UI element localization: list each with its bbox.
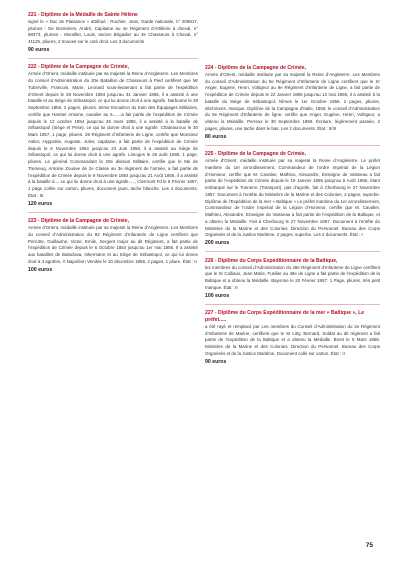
lot-description: Armée d’Orient, médaille instituée par sa majesté la Reine d’Angleterre. Les Membres du conseil d’Administration du 20e Bataillon de Chasseurs à Pied certifient que Mr Tuberville, Francois, Marie, Leonard sous-lieutenant a fait partie de l’expédition d’Orient depuis le 28 Novembre 1854 jusqu’au 31 Janvier 1855, il a assisté à une bataille et au Siège de Sébastopol, ce qui lui donne droit à une agrafe. Narbonne le 29 Septembre 1856, 2 pages, pliures. 5ème Escadron du train des Équipages Militaires, certifie que Harster Antoine, cavalier au 5.......a fait partie de l’expédition de Crimée depuis le 12 octobre 1854 jusqu’au 26 mars 1855, il a assisté à la bataille de Sébastopol (Siège et Prise), ce qui lui donne droit à une agrafe. Chateauroux le 30 Mars 1857, 1 page, pliures. 28 Régiment d’Infanterie de Ligne, certifie que Monsieur Astier, Hyppolite, Auguste, Jules, capitaine, a fait partie de l’expédition de Crimée depuis le 6 Novembre 1854 jusqu’au 23 Juin 1856, il a assisté au Siège de Sébastopol, ce qui lui donne droit à une agrafe, Limoges le 25 août 1856, 1 page, pliures. Le général Commandant la 20e division Militaire, certifie que le Me de Tremeuq, Antoine Zouave de 2e Classe au 3e régiment de l’armée, a fait partie de l’expédition de Crimée depuis le 9 Novembre 1854 jusqu’au 21 Août 1855, il a assisté à la bataille d.....ce qui lui donne droit à une agrafe....., Clermont Fd le 6 Février 1857, 1 page collée sur carton, pliures, document jauni, tache blanche. Les 4 documents. État : III xyxy=(28,71,198,198)
lot-description: Armée d’Orient, médaille instituée par sa majesté la Reine d’Angleterre. Le préfet maritime du 1er arrondissement, Commandeur de l’ordre Impérial de la Légion d’Honneur, certifie que M. Cavalier, Mathieu, Alexandre, Enseigne de Vaisseau a fait partie de l’expédition de Crimée depuis le 19 Janvier 1855 jusqu’au 5 Août 1855, étant embarqué sur le Tonnerre (Transport), pas d’agrafe, fait à Cherbourg le 27 Novembre 1857. Document à l’entête du Ministère de la Marine et des Colonies, 2 pages, superbe. Diplôme de l’Expédition de la mer « Baltique » Le préfet maritime du 1er arrondissement, Commandeur de l’ordre Impérial de la Légion d’Honneur, certifie que M. Cavalier, Mathieu, Alexandre, Enseigne de Vaisseau a fait partie de l’expédition de la Baltique, et a obtenu la Médaille. Fait à Cherbourg le 27 Novembre 1857. Document à l’entête du Ministère de la Marine et des Colonies. Direction du Personnel. Bureau des Corps Organisés et de la Justice Maritime. 2 pages, superbe. Les 2 documents. État : I xyxy=(205,158,380,238)
lot-heading: 227 - Diplôme du Corps Expéditionnaire de la mer « Baltique », Le préfet..... xyxy=(205,310,365,323)
lot-description: Armée d’Orient, médaille instituée par sa majesté la Reine d’Angleterre. Les Membres du conseil d’Administration du 82 Régiment d’Infanterie de Ligne certifient que Perrotte, Guillaume, Victor, Emile, Sergent major au dit Régiment, a fait partie de l’expédition de Crimée depuis le 6 Octobre 1854 jusqu’au 1er mai 1856. Il a assisté aux batailles de Balaclava, Inkermann et au Siège de Sébastopol, ce qui lui donne droit à 3 agrafes. À Napoléon Vendée le 10 décembre 1856, 2 pages, 1 pliure. État : II xyxy=(28,225,198,264)
lot-227 xyxy=(205,310,380,365)
lot-price: 80 euros xyxy=(205,133,227,140)
lot-heading: 224 - Diplôme de la Campagne de Crimée, xyxy=(205,65,307,71)
lot-divider xyxy=(28,58,198,59)
lot-divider xyxy=(205,251,380,252)
left-column xyxy=(28,12,198,278)
lot-divider xyxy=(205,304,380,305)
lot-heading: 221 - Diplôme de la Médaille de Sainte Hélène xyxy=(28,12,138,18)
lot-price: 100 euros xyxy=(205,292,230,299)
lot-223 xyxy=(28,218,198,273)
lot-heading: 222 - Diplôme de la Campagne de Crimée, xyxy=(28,64,130,71)
lot-price: 100 euros xyxy=(28,266,53,273)
lot-description: signé le « Duc de Plaisance » attribué : Rouhier, Jean, Garde nationale, n° 208817, plumes - De Bonnières, André, Capitaine au 4e Régiment d’Artillerie à cheval, n° 88373, plumes - Montillet, Louis, ancien Brigadier au 3e Chasseurs à Cheval, n° 41125, pliures, 2 trouves sur le coté droit. Les 3 documents xyxy=(28,18,198,45)
lot-heading: 223 - Diplôme de la Campagne de Crimée, xyxy=(28,218,130,225)
lot-224 xyxy=(205,65,380,141)
lot-226 xyxy=(205,258,380,300)
lot-221 xyxy=(28,12,198,54)
lot-price: 200 euros xyxy=(205,240,230,247)
lot-price: 90 euros xyxy=(205,358,227,365)
lot-heading: 226 - Diplôme du Corps Expéditionnaire de la Baltique, xyxy=(205,257,338,264)
lot-divider xyxy=(28,212,198,213)
lot-divider xyxy=(205,145,380,146)
lot-225 xyxy=(205,151,380,247)
lot-price: 120 euros xyxy=(28,200,53,207)
page-number: 75 xyxy=(365,542,373,549)
lot-price: 90 euros xyxy=(28,46,50,53)
lot-description: les membres du conseil d’Administration du 48e Régiment d’Infanterie de Ligne certifient que le Sr Colliaux, Jean Marie, Fusilier au 48e de Ligne a fait partie de l’expédition de la Baltique et a obtenu la Médaille. Bayonne le 20 Février 1857. 1 Page, pliures, très petit manque. État : II xyxy=(205,264,380,290)
lot-description: a été rayé et remplacé par Les membres du Conseil d’Administration du 2e Régiment d’Infanterie de Marine, certifient que le Sr Litty, Bernard, Soldat au dit régiment a fait partie de l’expédition de la Baltique et a obtenu la Médaille. Brest le 5 Mars 1858. Ministère de la Marine et des Colonies. Direction du Personnel. Bureau des Corps Organisés et de la Justice Maritime. Document collé sur carton. État : II xyxy=(205,323,380,356)
lot-222 xyxy=(28,64,198,207)
lot-heading: 225 - Diplôme de la Campagne de Crimée, xyxy=(205,151,307,158)
lot-description: Armée d’Orient, médaille instituée par sa majesté la Reine d’Angleterre. Les Membres du conseil d’Administration du 9e Régiment d’Infanterie de Ligne certifient que le Sr Anger, Eugene, Henri, Voltigeur au 9e Régiment d’Infanterie de Ligne, a fait partie de l’expédition de Crimée depuis le 22 Janvier 1855 jusqu’au 12 mai 1856, il a assisté à la bataille du Siège de Sébastopol, Nîmes le 1er Octobre 1856. 2 pages, pliures, déchirures, manque. Diplôme de la Campagne d’Italie, 1859, le conseil d’Administration du 9e Régiment d’Infanterie de ligne, certifie que Anger, Eugène, Henri, Voltigeur, a obtenu la Médaille. Perreux le 30 Septembre 1859. Écriture, légèrement passée, 2 pages, pliures, une tache dans le bas. Les 2 documents. État : II/III xyxy=(205,71,380,131)
right-column xyxy=(205,65,380,370)
